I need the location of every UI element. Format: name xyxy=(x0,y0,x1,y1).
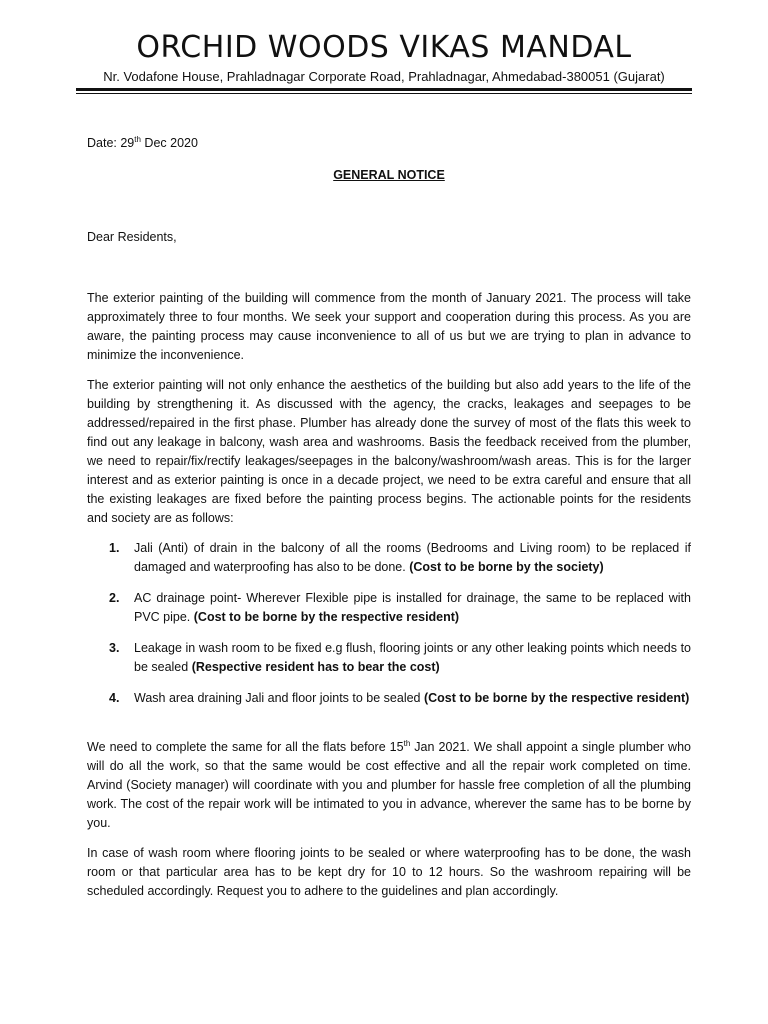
list-item xyxy=(87,689,691,708)
paragraph-2: The exterior painting will not only enhance the aesthetics of the building but also add years to the life of the building by strengthening it. As discussed with the agency, the cracks, leakages and seepages to be addressed/repaired in the first phase. Plumber has already done the survey of most of the flats this week to find out any leakage in balcony, wash area and washrooms. Basis the feedback received from the plumber, we need to repair/fix/rectify leakages/seepages in the balcony/washroom/wash areas. This is for the larger interest and as exterior painting is once in a decade project, we need to be extra careful and ensure that all the existing leakages are fixed before the painting process begins. The actionable points for the residents and society are as follows: xyxy=(87,378,691,525)
point-text: Jali (Anti) of drain in the balcony of all the rooms (Bedrooms and Living room) to be replaced if damaged and waterproofing has also to be done. xyxy=(134,541,691,574)
point-number: 1. xyxy=(109,541,120,555)
point-text: Leakage in wash room to be fixed e.g flush, flooring joints or any other leaking points which needs to be sealed xyxy=(134,641,691,674)
date-rest: Dec 2020 xyxy=(140,136,198,150)
date-prefix: Date: 29 xyxy=(87,136,135,150)
letterhead-rule-thin xyxy=(76,93,692,94)
point-number: 3. xyxy=(109,641,120,655)
organization-title: ORCHID WOODS VIKAS MANDAL xyxy=(136,30,632,65)
point-text: Wash area draining Jali and floor joints to be sealed xyxy=(134,691,424,705)
paragraph-3-ordinal: th xyxy=(403,738,411,748)
list-item xyxy=(87,639,691,677)
point-cost-note: (Cost to be borne by the respective resident) xyxy=(193,610,460,624)
salutation: Dear Residents, xyxy=(87,230,177,244)
point-number: 4. xyxy=(109,691,120,705)
letterhead xyxy=(0,28,768,86)
point-number: 2. xyxy=(109,591,120,605)
letterhead-rule-thick xyxy=(76,88,692,91)
point-text: AC drainage point- Wherever Flexible pipe is installed for drainage, the same to be replaced with PVC pipe. xyxy=(134,591,691,624)
actionable-points-list xyxy=(87,539,691,720)
paragraph-4: In case of wash room where flooring joints to be sealed or where waterproofing has to be done, the wash room or that particular area has to be kept dry for 10 to 12 hours. So the washroom repairing will be scheduled accordingly. Request you to adhere to the guidelines and plan accordingly. xyxy=(87,846,691,898)
date-ordinal: th xyxy=(134,134,141,144)
list-item xyxy=(87,539,691,577)
paragraph-1: The exterior painting of the building will commence from the month of January 2021. The process will take approximately three to four months. We seek your support and cooperation during this process. As you are aware, the painting process may cause inconvenience to all of us but we are trying to plan in advance to minimize the inconvenience. xyxy=(87,291,691,362)
notice-title: GENERAL NOTICE xyxy=(333,168,445,182)
paragraph-3-rest: Jan 2021. We shall appoint a single plumber who will do all the work, so that the same would be cost effective and all the repair work completed on time. Arvind (Society manager) will coordinate with you and plumber for hassle free completion of all the plumbing work. The cost of the repair work will be intimated to you in advance, wherever the same has to be borne by you. xyxy=(87,740,691,830)
point-cost-note: (Cost to be borne by the respective resident) xyxy=(423,691,690,705)
point-cost-note: (Cost to be borne by the society) xyxy=(409,560,604,574)
notice-date xyxy=(87,134,198,153)
paragraph-3-start: We need to complete the same for all the flats before 15 xyxy=(87,740,404,754)
list-item xyxy=(87,589,691,627)
paragraph-3 xyxy=(87,738,691,833)
organization-address: Nr. Vodafone House, Prahladnagar Corporate Road, Prahladnagar, Ahmedabad-380051 (Gujarat) xyxy=(103,69,665,84)
point-cost-note: (Respective resident has to bear the cost) xyxy=(191,660,440,674)
